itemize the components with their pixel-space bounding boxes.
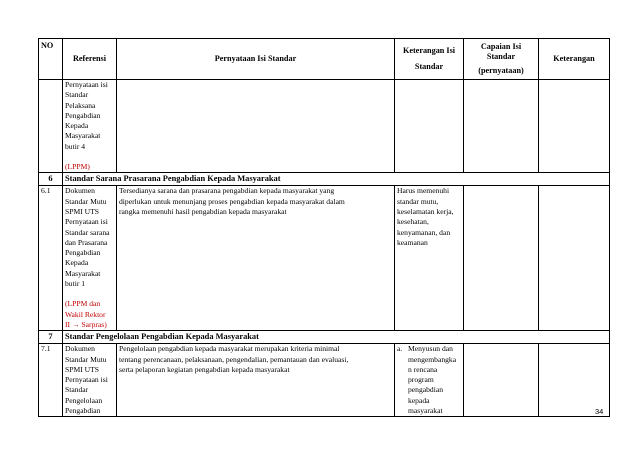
- row-number: 7.1: [39, 344, 63, 417]
- row-number: 6.1: [39, 186, 63, 331]
- list-item: a. Menyusun dan mengembangka n rencana program pengabdian kepada masyarakat: [397, 344, 457, 416]
- header-capaian: Capaian Isi Standar (pernyataan): [464, 39, 539, 80]
- table-row: [39, 344, 610, 417]
- keterangan-cell: [539, 344, 610, 417]
- ket-isi-cell: [395, 344, 464, 417]
- header-no: NO: [39, 39, 63, 80]
- keterangan-cell: [539, 186, 610, 331]
- row-num-cell: [39, 80, 63, 173]
- ref-note: II → Sarpras): [65, 319, 107, 329]
- table-row: [39, 186, 610, 331]
- section-title: Standar Pengelolaan Pengabdian Kepada Masyarakat: [63, 331, 610, 344]
- page-number: 34: [595, 407, 604, 416]
- capaian-cell: [464, 344, 539, 417]
- keterangan-cell: [539, 80, 610, 173]
- section-row-6: [39, 173, 610, 186]
- capaian-cell: [464, 80, 539, 173]
- statement-cell: [117, 80, 395, 173]
- section-number: 7: [39, 331, 63, 344]
- ref-cell: Dokumen Standar Mutu SPMI UTS Pernyataan isi Standar Pengelolaan Pengabdian: [63, 344, 117, 417]
- section-title: Standar Sarana Prasarana Pengabdian Kepada Masyarakat: [63, 173, 610, 186]
- capaian-cell: [464, 186, 539, 331]
- statement-cell: Tersedianya sarana dan prasarana pengabdian kepada masyarakat yang diperlukan untuk menunjang proses pengabdian kepada masyarakat dalam rangka memenuhi hasil pengabdian kepada masyarakat: [117, 186, 395, 331]
- table-row: [39, 80, 610, 173]
- ref-cell: Pernyataan isi Standar Pelaksana Pengabdian Kepada Masyarakat butir 4 (LPPM): [63, 80, 117, 173]
- header-row: [39, 39, 610, 80]
- statement-cell: Pengelolaan pengabdian kepada masyarakat merupakan kriteria minimal tentang perencanaan, pelaksanaan, pengendalian, pemantauan dan evaluasi, serta pelaporan kegiatan pengabdian kepada masyarakat: [117, 344, 395, 417]
- ket-isi-cell: [395, 80, 464, 173]
- header-pernyataan: Pernyataan Isi Standar: [117, 39, 395, 80]
- header-referensi: Referensi: [63, 39, 117, 80]
- section-row-7: [39, 331, 610, 344]
- list-marker: a.: [397, 344, 403, 354]
- ket-isi-cell: Harus memenuhi standar mutu, keselamatan kerja, kesehatan, kenyamanan, dan keamanan: [395, 186, 464, 331]
- ref-note: (LPPM): [65, 162, 90, 172]
- header-keterangan: Keterangan: [539, 39, 610, 80]
- header-keterangan-isi: Keterangan Isi Standar: [395, 39, 464, 80]
- standards-table: [38, 38, 610, 417]
- section-number: 6: [39, 173, 63, 186]
- ref-note: (LPPM dan: [65, 299, 101, 309]
- ref-cell: Dokumen Standar Mutu SPMI UTS Pernyataan isi Standar sarana dan Prasarana Pengabdian Kepada Masyarakat butir 1 (LPPM dan Wakil Rektor II → Sarpras): [63, 186, 117, 331]
- ref-note: Wakil Rektor: [65, 309, 106, 319]
